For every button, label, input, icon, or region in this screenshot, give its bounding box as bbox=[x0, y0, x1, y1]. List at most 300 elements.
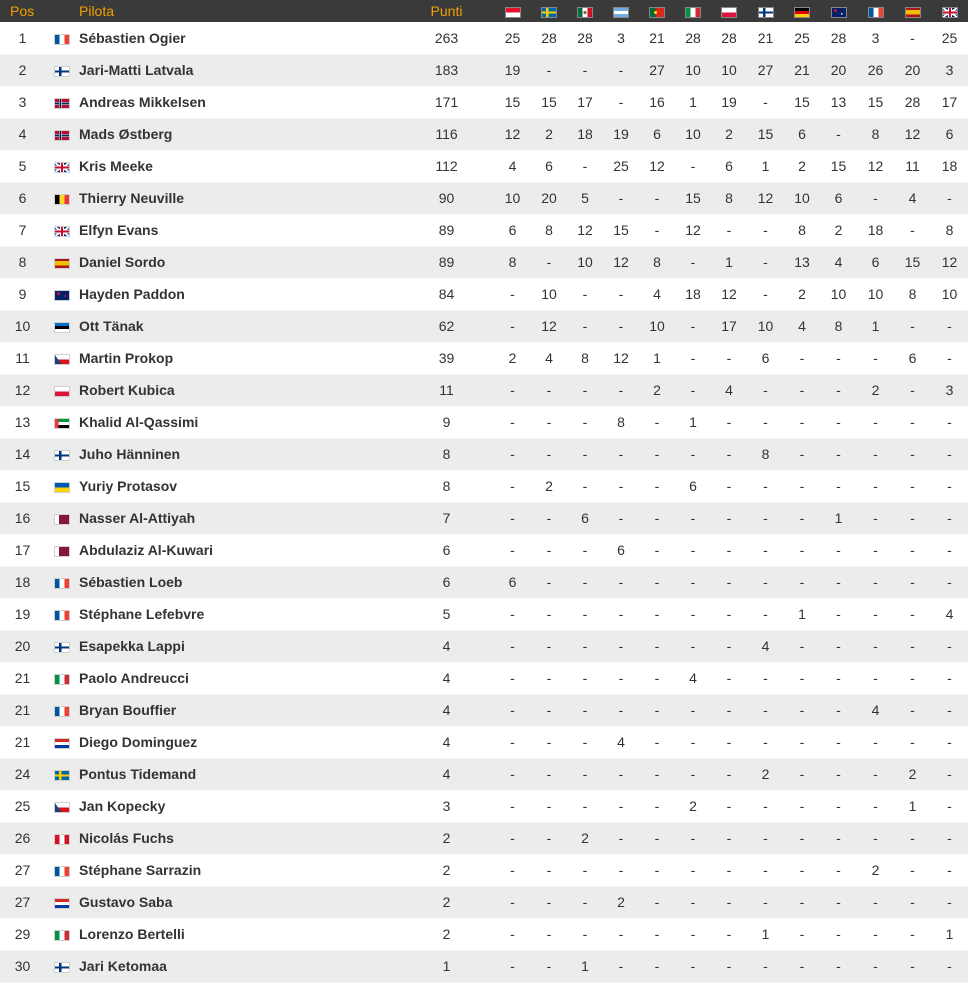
driver-name[interactable]: Sébastien Loeb bbox=[79, 566, 399, 598]
nationality-cell bbox=[45, 662, 79, 694]
rally-result-mexico: 8 bbox=[567, 342, 603, 374]
driver-name[interactable]: Hayden Paddon bbox=[79, 278, 399, 310]
driver-name[interactable]: Mads Østberg bbox=[79, 118, 399, 150]
rally-result-finland: 10 bbox=[747, 310, 784, 342]
nationality-cell bbox=[45, 150, 79, 182]
rally-result-finland: 1 bbox=[747, 918, 784, 950]
rally-result-germany: - bbox=[784, 342, 820, 374]
driver-name[interactable]: Jan Kopecky bbox=[79, 790, 399, 822]
rally-result-argentina: 3 bbox=[603, 22, 639, 54]
rally-result-finland: - bbox=[747, 822, 784, 854]
table-row[interactable] bbox=[0, 950, 968, 982]
sweden-flag-icon bbox=[54, 770, 70, 781]
rally-result-portugal: - bbox=[639, 502, 675, 534]
table-row[interactable] bbox=[0, 54, 968, 86]
rally-result-mexico: - bbox=[567, 886, 603, 918]
table-row[interactable] bbox=[0, 726, 968, 758]
rally-result-france: - bbox=[857, 566, 894, 598]
rally-result-great-britain: 10 bbox=[931, 278, 968, 310]
rally-column-australia[interactable] bbox=[820, 0, 857, 22]
rally-result-sweden: 20 bbox=[531, 182, 567, 214]
estonia-flag-icon bbox=[54, 322, 70, 333]
rally-result-argentina: - bbox=[603, 278, 639, 310]
driver-name[interactable]: Juho Hänninen bbox=[79, 438, 399, 470]
rally-result-italy: - bbox=[675, 438, 711, 470]
rally-result-argentina: - bbox=[603, 86, 639, 118]
total-points: 4 bbox=[399, 630, 494, 662]
rally-result-monaco: - bbox=[494, 534, 531, 566]
rally-result-australia: - bbox=[820, 662, 857, 694]
rally-result-italy: - bbox=[675, 950, 711, 982]
rally-result-poland: - bbox=[711, 598, 747, 630]
rally-result-italy: 4 bbox=[675, 662, 711, 694]
rally-result-australia: - bbox=[820, 342, 857, 374]
rally-result-great-britain: 25 bbox=[931, 22, 968, 54]
rally-result-monaco: - bbox=[494, 886, 531, 918]
rally-result-poland: - bbox=[711, 406, 747, 438]
rally-result-monaco: 15 bbox=[494, 86, 531, 118]
rally-result-argentina: - bbox=[603, 790, 639, 822]
rally-result-great-britain: - bbox=[931, 630, 968, 662]
rally-result-spain: - bbox=[894, 310, 931, 342]
rally-result-great-britain: - bbox=[931, 566, 968, 598]
position-cell: 8 bbox=[0, 246, 45, 278]
rally-result-italy: - bbox=[675, 150, 711, 182]
rally-result-france: - bbox=[857, 886, 894, 918]
rally-result-mexico: - bbox=[567, 726, 603, 758]
table-row[interactable] bbox=[0, 790, 968, 822]
rally-result-monaco: - bbox=[494, 726, 531, 758]
position-cell: 19 bbox=[0, 598, 45, 630]
position-cell: 1 bbox=[0, 22, 45, 54]
rally-result-australia: 6 bbox=[820, 182, 857, 214]
pos-header[interactable]: Pos bbox=[10, 3, 35, 19]
rally-result-sweden: - bbox=[531, 534, 567, 566]
qatar-flag-icon bbox=[54, 546, 70, 557]
rally-result-monaco: - bbox=[494, 918, 531, 950]
rally-result-portugal: - bbox=[639, 438, 675, 470]
rally-result-mexico: 18 bbox=[567, 118, 603, 150]
rally-result-argentina: 25 bbox=[603, 150, 639, 182]
uae-flag-icon bbox=[54, 418, 70, 429]
rally-result-germany: 2 bbox=[784, 150, 820, 182]
nationality-cell bbox=[45, 374, 79, 406]
nationality-cell bbox=[45, 22, 79, 54]
table-row[interactable] bbox=[0, 822, 968, 854]
rally-result-italy: - bbox=[675, 918, 711, 950]
poland-flag-icon bbox=[54, 386, 70, 397]
rally-result-monaco: - bbox=[494, 374, 531, 406]
driver-name[interactable]: Esapekka Lappi bbox=[79, 630, 399, 662]
table-row[interactable] bbox=[0, 406, 968, 438]
position-cell: 11 bbox=[0, 342, 45, 374]
great-britain-flag-icon bbox=[54, 226, 70, 237]
rally-result-france: 8 bbox=[857, 118, 894, 150]
rally-result-argentina: - bbox=[603, 918, 639, 950]
table-row[interactable] bbox=[0, 342, 968, 374]
nationality-cell bbox=[45, 214, 79, 246]
rally-result-portugal: - bbox=[639, 470, 675, 502]
rally-result-france: 2 bbox=[857, 374, 894, 406]
driver-name[interactable]: Stéphane Sarrazin bbox=[79, 854, 399, 886]
rally-result-australia: 13 bbox=[820, 86, 857, 118]
rally-result-great-britain: - bbox=[931, 854, 968, 886]
rally-result-portugal: - bbox=[639, 918, 675, 950]
rally-result-monaco: - bbox=[494, 406, 531, 438]
rally-result-france: - bbox=[857, 598, 894, 630]
rally-result-finland: - bbox=[747, 470, 784, 502]
table-row[interactable] bbox=[0, 662, 968, 694]
rally-result-france: 15 bbox=[857, 86, 894, 118]
rally-result-mexico: 6 bbox=[567, 502, 603, 534]
rally-result-france: 12 bbox=[857, 150, 894, 182]
rally-result-australia: 2 bbox=[820, 214, 857, 246]
rally-column-argentina[interactable] bbox=[603, 0, 639, 22]
nationality-cell bbox=[45, 566, 79, 598]
peru-flag-icon bbox=[54, 834, 70, 845]
rally-result-germany: - bbox=[784, 694, 820, 726]
driver-name[interactable]: Stéphane Lefebvre bbox=[79, 598, 399, 630]
rally-result-spain: - bbox=[894, 598, 931, 630]
rally-result-sweden: 8 bbox=[531, 214, 567, 246]
table-row[interactable] bbox=[0, 694, 968, 726]
rally-result-france: 4 bbox=[857, 694, 894, 726]
rally-column-spain[interactable] bbox=[894, 0, 931, 22]
rally-result-poland: - bbox=[711, 694, 747, 726]
rally-result-poland: - bbox=[711, 470, 747, 502]
australia-flag-icon bbox=[831, 7, 847, 18]
position-cell: 27 bbox=[0, 854, 45, 886]
france-flag-icon bbox=[54, 866, 70, 877]
total-points: 171 bbox=[399, 86, 494, 118]
rally-result-great-britain: - bbox=[931, 758, 968, 790]
position-cell: 21 bbox=[0, 694, 45, 726]
rally-result-australia: - bbox=[820, 374, 857, 406]
rally-result-monaco: - bbox=[494, 470, 531, 502]
rally-column-finland[interactable] bbox=[747, 0, 784, 22]
rally-result-portugal: - bbox=[639, 598, 675, 630]
rally-result-australia: - bbox=[820, 886, 857, 918]
rally-result-monaco: - bbox=[494, 662, 531, 694]
table-row[interactable] bbox=[0, 566, 968, 598]
rally-result-italy: - bbox=[675, 726, 711, 758]
table-row[interactable] bbox=[0, 438, 968, 470]
driver-name[interactable]: Bryan Bouffier bbox=[79, 694, 399, 726]
driver-name[interactable]: Jari-Matti Latvala bbox=[79, 54, 399, 86]
italy-flag-icon bbox=[54, 930, 70, 941]
rally-column-italy[interactable] bbox=[675, 0, 711, 22]
rally-result-argentina: - bbox=[603, 438, 639, 470]
czech-flag-icon bbox=[54, 802, 70, 813]
driver-name[interactable]: Gustavo Saba bbox=[79, 886, 399, 918]
rally-result-finland: - bbox=[747, 374, 784, 406]
rally-result-germany: - bbox=[784, 822, 820, 854]
rally-result-spain: - bbox=[894, 918, 931, 950]
table-row[interactable] bbox=[0, 310, 968, 342]
driver-name[interactable]: Nicolás Fuchs bbox=[79, 822, 399, 854]
total-points: 2 bbox=[399, 854, 494, 886]
table-row[interactable] bbox=[0, 630, 968, 662]
table-row[interactable] bbox=[0, 182, 968, 214]
table-row[interactable] bbox=[0, 118, 968, 150]
position-cell: 27 bbox=[0, 886, 45, 918]
rally-result-spain: 6 bbox=[894, 342, 931, 374]
rally-result-poland: - bbox=[711, 438, 747, 470]
driver-name[interactable]: Andreas Mikkelsen bbox=[79, 86, 399, 118]
rally-result-portugal: - bbox=[639, 790, 675, 822]
driver-header[interactable]: Pilota bbox=[79, 3, 115, 19]
rally-result-australia: - bbox=[820, 406, 857, 438]
rally-result-finland: - bbox=[747, 278, 784, 310]
driver-name[interactable]: Abdulaziz Al-Kuwari bbox=[79, 534, 399, 566]
driver-name[interactable]: Robert Kubica bbox=[79, 374, 399, 406]
rally-result-poland: 2 bbox=[711, 118, 747, 150]
table-row[interactable] bbox=[0, 150, 968, 182]
table-row[interactable] bbox=[0, 86, 968, 118]
rally-result-argentina: 2 bbox=[603, 886, 639, 918]
rally-result-australia: - bbox=[820, 950, 857, 982]
rally-result-sweden: 15 bbox=[531, 86, 567, 118]
rally-result-spain: - bbox=[894, 694, 931, 726]
rally-result-monaco: 12 bbox=[494, 118, 531, 150]
rally-result-monaco: - bbox=[494, 854, 531, 886]
position-cell: 21 bbox=[0, 662, 45, 694]
rally-result-great-britain: 3 bbox=[931, 374, 968, 406]
table-row[interactable] bbox=[0, 534, 968, 566]
monaco-flag-icon bbox=[505, 7, 521, 18]
rally-result-great-britain: - bbox=[931, 534, 968, 566]
driver-name[interactable]: Diego Dominguez bbox=[79, 726, 399, 758]
driver-name[interactable]: Sébastien Ogier bbox=[79, 22, 399, 54]
table-row[interactable] bbox=[0, 758, 968, 790]
driver-name[interactable]: Daniel Sordo bbox=[79, 246, 399, 278]
rally-result-poland: 12 bbox=[711, 278, 747, 310]
rally-result-mexico: - bbox=[567, 790, 603, 822]
rally-result-great-britain: - bbox=[931, 726, 968, 758]
rally-result-france: - bbox=[857, 406, 894, 438]
sweden-flag-icon bbox=[541, 7, 557, 18]
rally-result-poland: 8 bbox=[711, 182, 747, 214]
rally-result-poland: - bbox=[711, 566, 747, 598]
rally-result-sweden: - bbox=[531, 822, 567, 854]
rally-result-sweden: 10 bbox=[531, 278, 567, 310]
rally-result-argentina: - bbox=[603, 630, 639, 662]
rally-result-france: - bbox=[857, 918, 894, 950]
rally-result-argentina: - bbox=[603, 54, 639, 86]
rally-result-portugal: - bbox=[639, 630, 675, 662]
finland-flag-icon bbox=[54, 962, 70, 973]
rally-result-monaco: - bbox=[494, 438, 531, 470]
position-cell: 7 bbox=[0, 214, 45, 246]
rally-result-poland: 6 bbox=[711, 150, 747, 182]
rally-result-australia: - bbox=[820, 918, 857, 950]
driver-name[interactable]: Lorenzo Bertelli bbox=[79, 918, 399, 950]
total-points: 1 bbox=[399, 950, 494, 982]
nationality-cell bbox=[45, 182, 79, 214]
nationality-cell bbox=[45, 822, 79, 854]
table-row[interactable] bbox=[0, 918, 968, 950]
position-cell: 9 bbox=[0, 278, 45, 310]
rally-result-germany: 21 bbox=[784, 54, 820, 86]
rally-result-australia: 10 bbox=[820, 278, 857, 310]
driver-name[interactable]: Pontus Tidemand bbox=[79, 758, 399, 790]
rally-result-australia: 1 bbox=[820, 502, 857, 534]
qatar-flag-icon bbox=[54, 514, 70, 525]
table-row[interactable] bbox=[0, 374, 968, 406]
total-points: 84 bbox=[399, 278, 494, 310]
rally-result-germany: 8 bbox=[784, 214, 820, 246]
rally-column-monaco[interactable] bbox=[494, 0, 531, 22]
mexico-flag-icon bbox=[577, 7, 593, 18]
rally-result-mexico: - bbox=[567, 438, 603, 470]
rally-result-france: - bbox=[857, 470, 894, 502]
rally-result-argentina: - bbox=[603, 310, 639, 342]
rally-result-mexico: - bbox=[567, 374, 603, 406]
rally-result-argentina: - bbox=[603, 598, 639, 630]
rally-result-mexico: - bbox=[567, 310, 603, 342]
rally-result-spain: 15 bbox=[894, 246, 931, 278]
rally-result-spain: 11 bbox=[894, 150, 931, 182]
rally-result-germany: - bbox=[784, 406, 820, 438]
rally-result-portugal: - bbox=[639, 758, 675, 790]
rally-result-finland: 4 bbox=[747, 630, 784, 662]
rally-column-sweden[interactable] bbox=[531, 0, 567, 22]
germany-flag-icon bbox=[794, 7, 810, 18]
rally-result-italy: - bbox=[675, 374, 711, 406]
rally-result-portugal: 8 bbox=[639, 246, 675, 278]
rally-result-finland: 2 bbox=[747, 758, 784, 790]
position-cell: 4 bbox=[0, 118, 45, 150]
rally-result-spain: - bbox=[894, 534, 931, 566]
rally-result-argentina: - bbox=[603, 950, 639, 982]
driver-name[interactable]: Yuriy Protasov bbox=[79, 470, 399, 502]
position-cell: 30 bbox=[0, 950, 45, 982]
rally-result-argentina: - bbox=[603, 758, 639, 790]
table-row[interactable] bbox=[0, 278, 968, 310]
driver-name[interactable]: Khalid Al-Qassimi bbox=[79, 406, 399, 438]
rally-result-sweden: 6 bbox=[531, 150, 567, 182]
nationality-cell bbox=[45, 86, 79, 118]
rally-result-finland: - bbox=[747, 214, 784, 246]
total-points: 4 bbox=[399, 662, 494, 694]
table-row[interactable] bbox=[0, 22, 968, 54]
rally-result-mexico: - bbox=[567, 534, 603, 566]
rally-result-germany: - bbox=[784, 438, 820, 470]
rally-result-italy: - bbox=[675, 822, 711, 854]
driver-name[interactable]: Kris Meeke bbox=[79, 150, 399, 182]
rally-result-italy: - bbox=[675, 566, 711, 598]
rally-result-great-britain: 12 bbox=[931, 246, 968, 278]
rally-result-germany: - bbox=[784, 886, 820, 918]
points-header[interactable]: Punti bbox=[430, 3, 463, 19]
rally-result-monaco: 8 bbox=[494, 246, 531, 278]
nationality-cell bbox=[45, 694, 79, 726]
rally-result-germany: - bbox=[784, 374, 820, 406]
rally-result-monaco: - bbox=[494, 502, 531, 534]
rally-result-germany: 6 bbox=[784, 118, 820, 150]
driver-name[interactable]: Paolo Andreucci bbox=[79, 662, 399, 694]
rally-column-france[interactable] bbox=[857, 0, 894, 22]
driver-name[interactable]: Ott Tänak bbox=[79, 310, 399, 342]
rally-result-australia: 8 bbox=[820, 310, 857, 342]
total-points: 8 bbox=[399, 470, 494, 502]
nationality-cell bbox=[45, 502, 79, 534]
rally-result-monaco: - bbox=[494, 950, 531, 982]
rally-result-italy: - bbox=[675, 630, 711, 662]
rally-column-germany[interactable] bbox=[784, 0, 820, 22]
table-row[interactable] bbox=[0, 470, 968, 502]
driver-name[interactable]: Jari Ketomaa bbox=[79, 950, 399, 982]
rally-result-france: - bbox=[857, 726, 894, 758]
table-row[interactable] bbox=[0, 246, 968, 278]
rally-result-germany: - bbox=[784, 534, 820, 566]
position-cell: 12 bbox=[0, 374, 45, 406]
nationality-cell bbox=[45, 54, 79, 86]
france-flag-icon bbox=[54, 706, 70, 717]
rally-result-monaco: - bbox=[494, 310, 531, 342]
rally-result-italy: - bbox=[675, 598, 711, 630]
total-points: 3 bbox=[399, 790, 494, 822]
rally-result-great-britain: - bbox=[931, 790, 968, 822]
table-row[interactable] bbox=[0, 598, 968, 630]
rally-result-spain: 28 bbox=[894, 86, 931, 118]
rally-result-finland: - bbox=[747, 726, 784, 758]
rally-result-great-britain: - bbox=[931, 438, 968, 470]
rally-column-poland[interactable] bbox=[711, 0, 747, 22]
argentina-flag-icon bbox=[613, 7, 629, 18]
rally-result-great-britain: 8 bbox=[931, 214, 968, 246]
rally-result-germany: - bbox=[784, 726, 820, 758]
rally-result-sweden: - bbox=[531, 918, 567, 950]
rally-result-great-britain: - bbox=[931, 502, 968, 534]
finland-flag-icon bbox=[54, 642, 70, 653]
table-row[interactable] bbox=[0, 502, 968, 534]
driver-name[interactable]: Martin Prokop bbox=[79, 342, 399, 374]
table-row[interactable] bbox=[0, 886, 968, 918]
table-row[interactable] bbox=[0, 854, 968, 886]
rally-result-monaco: - bbox=[494, 822, 531, 854]
rally-result-sweden: - bbox=[531, 886, 567, 918]
driver-name[interactable]: Nasser Al-Attiyah bbox=[79, 502, 399, 534]
driver-name[interactable]: Thierry Neuville bbox=[79, 182, 399, 214]
rally-result-italy: 10 bbox=[675, 118, 711, 150]
rally-result-australia: - bbox=[820, 630, 857, 662]
rally-result-poland: - bbox=[711, 758, 747, 790]
nationality-cell bbox=[45, 278, 79, 310]
rally-result-portugal: - bbox=[639, 214, 675, 246]
rally-result-spain: - bbox=[894, 470, 931, 502]
total-points: 62 bbox=[399, 310, 494, 342]
rally-result-france: - bbox=[857, 662, 894, 694]
rally-result-poland: 17 bbox=[711, 310, 747, 342]
rally-result-sweden: - bbox=[531, 790, 567, 822]
rally-result-great-britain: - bbox=[931, 694, 968, 726]
rally-result-australia: 15 bbox=[820, 150, 857, 182]
rally-column-portugal[interactable] bbox=[639, 0, 675, 22]
rally-result-great-britain: 1 bbox=[931, 918, 968, 950]
table-row[interactable] bbox=[0, 214, 968, 246]
nationality-cell bbox=[45, 630, 79, 662]
rally-result-great-britain: - bbox=[931, 470, 968, 502]
rally-result-spain: - bbox=[894, 886, 931, 918]
position-cell: 6 bbox=[0, 182, 45, 214]
rally-column-mexico[interactable] bbox=[567, 0, 603, 22]
rally-column-great-britain[interactable] bbox=[931, 0, 968, 22]
rally-result-mexico: - bbox=[567, 150, 603, 182]
driver-name[interactable]: Elfyn Evans bbox=[79, 214, 399, 246]
rally-result-portugal: - bbox=[639, 726, 675, 758]
rally-result-finland: 8 bbox=[747, 438, 784, 470]
